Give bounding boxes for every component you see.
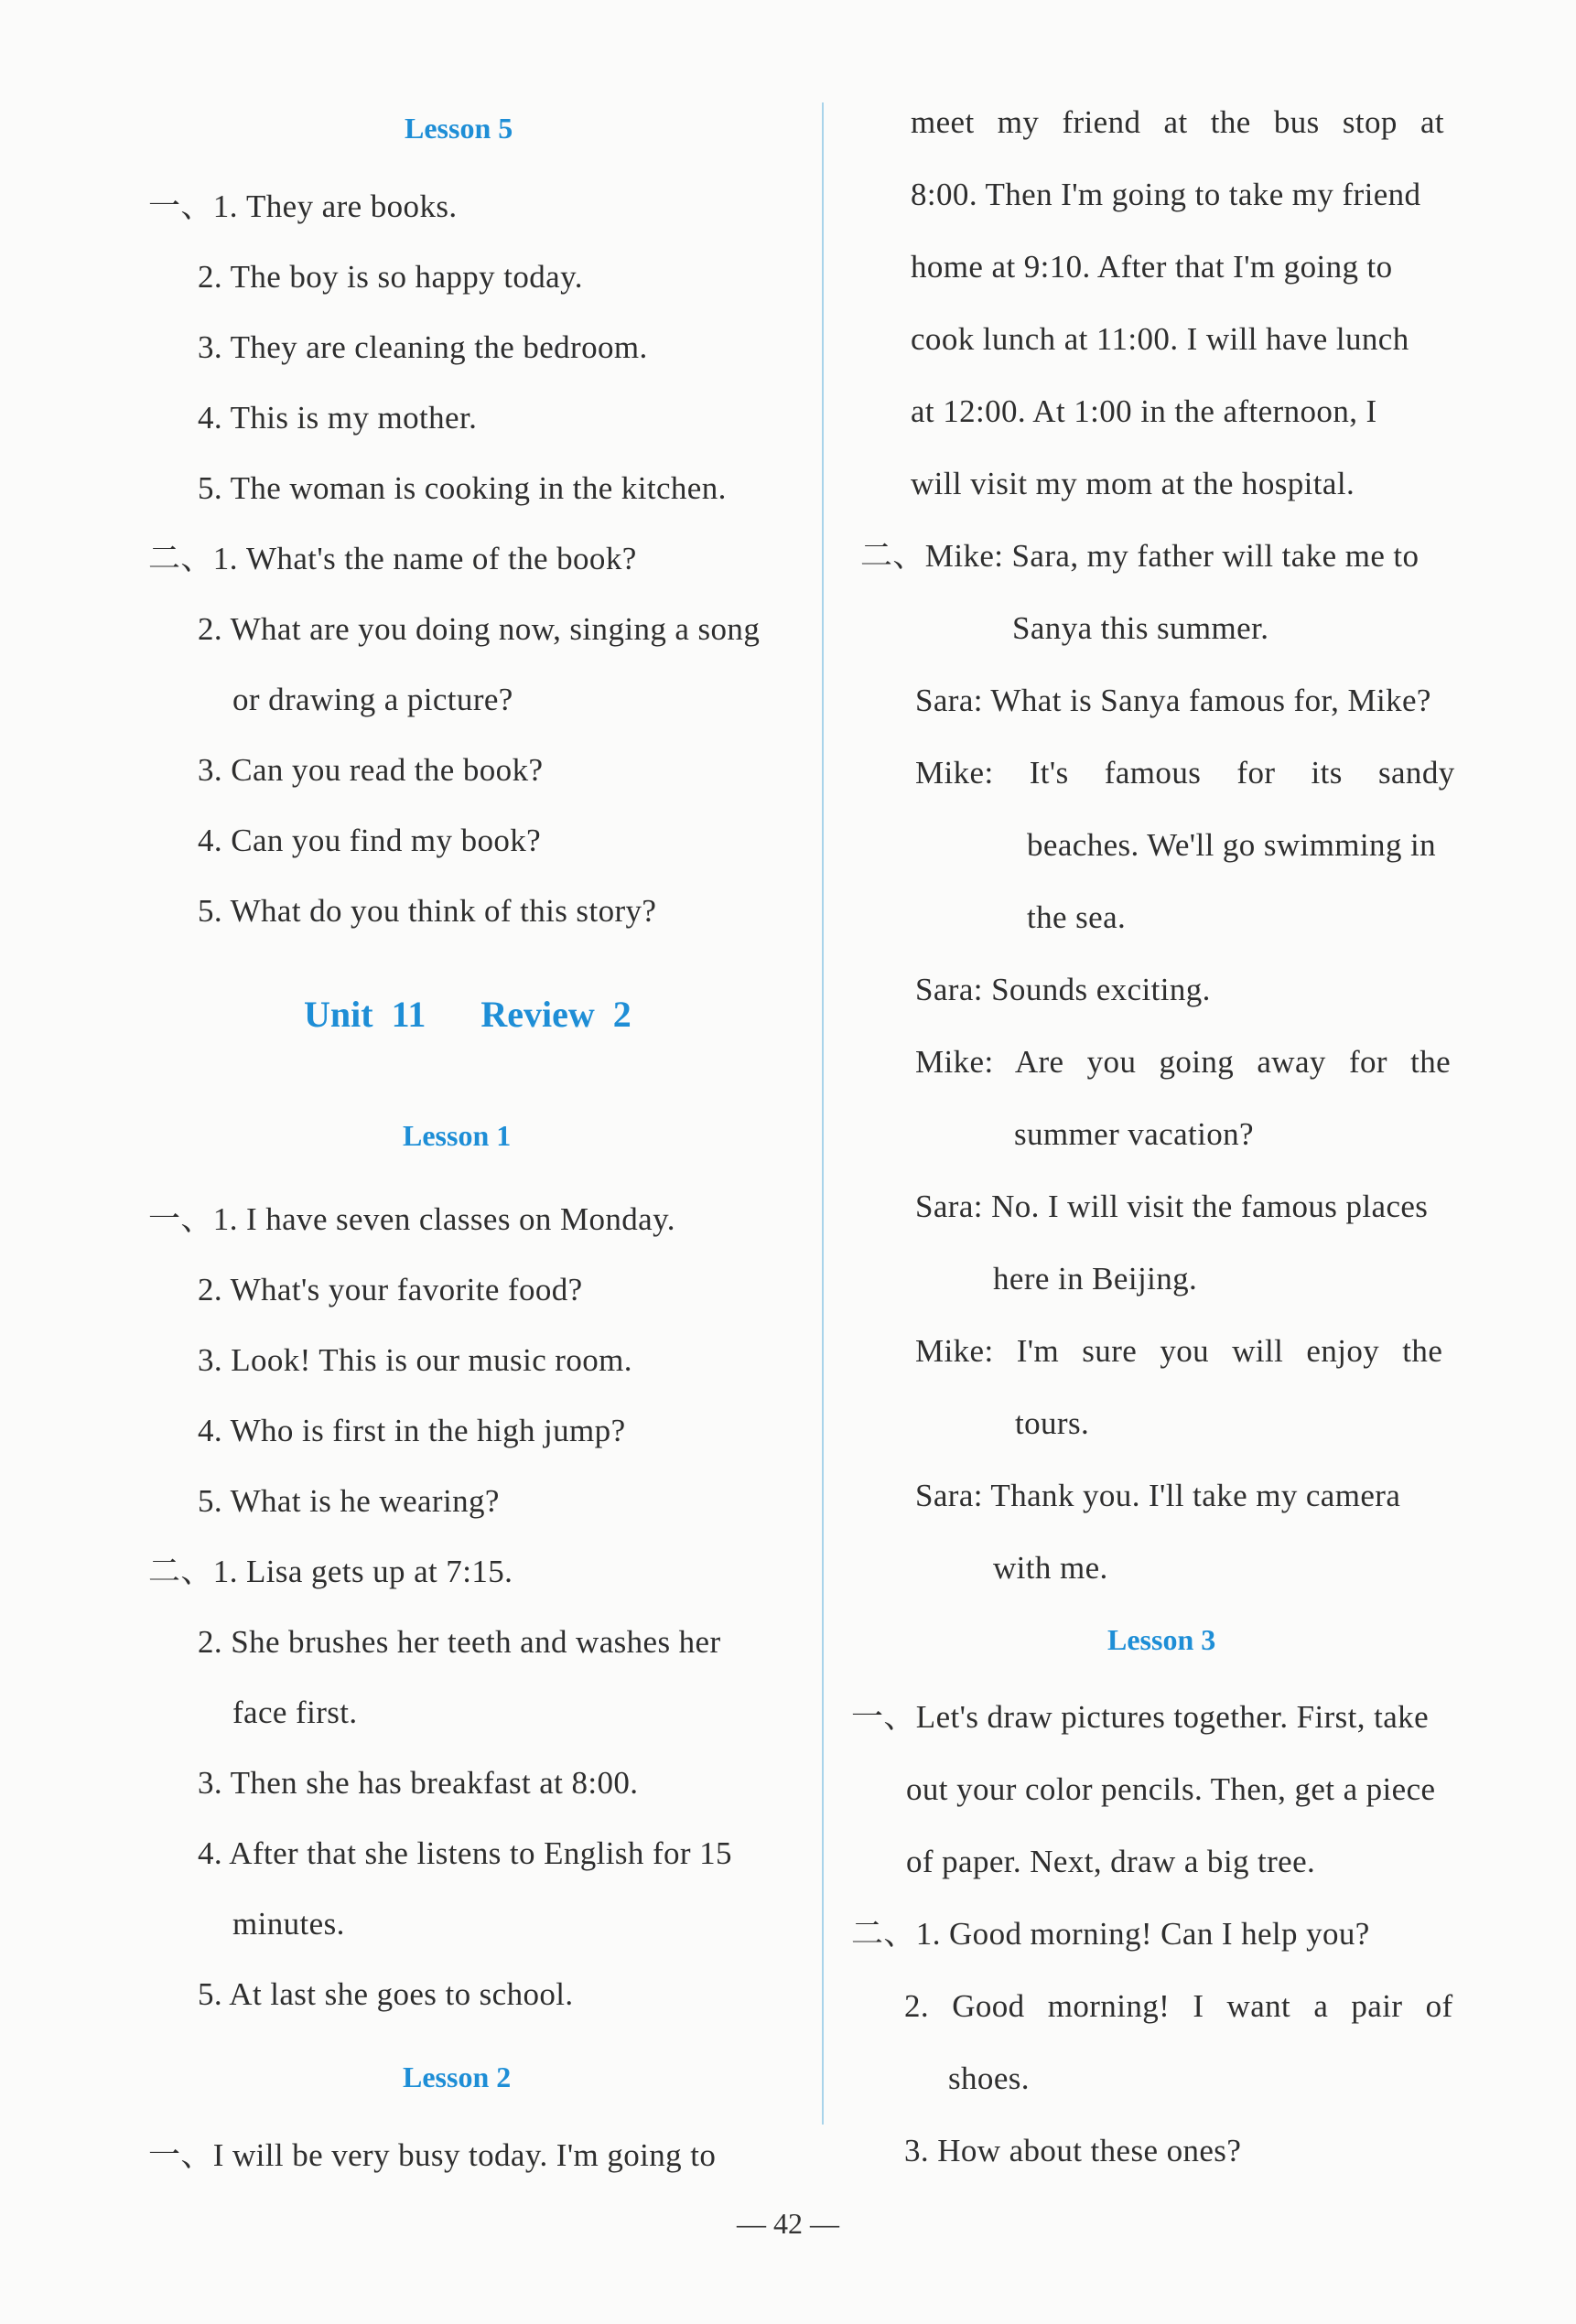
dialogue-line: Sara: What is Sanya famous for, Mike? [915, 683, 1431, 718]
answer-line: 2. Good morning! I want a pair of [904, 1988, 1453, 2024]
answer-line: face first. [232, 1695, 358, 1730]
answer-line: 3. Look! This is our music room. [198, 1342, 632, 1378]
answer-line: 4. Who is first in the high jump? [198, 1413, 626, 1448]
dialogue-line: tours. [1015, 1405, 1090, 1441]
answer-line: 5. The woman is cooking in the kitchen. [198, 470, 727, 506]
answer-line: out your color pencils. Then, get a piece [906, 1771, 1436, 1807]
answer-line: 2. The boy is so happy today. [198, 259, 583, 295]
answer-line: 二、1. Good morning! Can I help you? [851, 1916, 1370, 1952]
lesson-5-heading: Lesson 5 [405, 112, 513, 145]
dialogue-line: Sanya this summer. [1012, 610, 1269, 646]
answer-line: 5. At last she goes to school. [198, 1976, 574, 2012]
answer-line: 一、I will be very busy today. I'm going to [148, 2137, 717, 2173]
dialogue-line: here in Beijing. [993, 1261, 1198, 1296]
answer-line: 3. They are cleaning the bedroom. [198, 329, 648, 365]
dialogue-line: the sea. [1027, 899, 1127, 935]
page-number: — 42 — [737, 2207, 839, 2240]
answer-line: 一、1. I have seven classes on Monday. [148, 1201, 675, 1237]
answer-line: 5. What do you think of this story? [198, 893, 657, 929]
answer-line: 3. Then she has breakfast at 8:00. [198, 1765, 639, 1801]
answer-line: 4. After that she listens to English for 15 [198, 1835, 732, 1871]
answer-line: 3. Can you read the book? [198, 752, 544, 788]
answer-line: 二、1. Lisa gets up at 7:15. [148, 1554, 513, 1589]
answer-line: 2. She brushes her teeth and washes her [198, 1624, 721, 1660]
dialogue-line: Sara: Thank you. I'll take my camera [915, 1478, 1401, 1513]
dialogue-line: with me. [993, 1550, 1108, 1586]
answer-line: or drawing a picture? [232, 682, 513, 717]
lesson-3-heading: Lesson 3 [1107, 1623, 1216, 1656]
answer-line: home at 9:10. After that I'm going to [911, 249, 1393, 285]
answer-line: minutes. [232, 1906, 345, 1942]
answer-line: 一、Let's draw pictures together. First, take [851, 1699, 1429, 1735]
dialogue-line: Sara: No. I will visit the famous places [915, 1189, 1429, 1224]
answer-line: 2. What's your favorite food? [198, 1272, 583, 1307]
lesson-1-heading: Lesson 1 [403, 1119, 512, 1152]
dialogue-line: Sara: Sounds exciting. [915, 972, 1211, 1007]
answer-line: will visit my mom at the hospital. [911, 466, 1355, 501]
answer-line: 4. Can you find my book? [198, 823, 542, 858]
answer-line: 2. What are you doing now, singing a song [198, 611, 761, 647]
answer-line: at 12:00. At 1:00 in the afternoon, I [911, 393, 1377, 429]
unit-heading: Unit 11 Review 2 [304, 994, 631, 1035]
answer-line: 4. This is my mother. [198, 400, 478, 436]
answer-line: meet my friend at the bus stop at [911, 104, 1445, 140]
answer-line: shoes. [948, 2060, 1030, 2096]
answer-line: 一、1. They are books. [148, 188, 458, 224]
dialogue-line: summer vacation? [1014, 1116, 1254, 1152]
answer-line: cook lunch at 11:00. I will have lunch [911, 321, 1409, 357]
answer-line: 8:00. Then I'm going to take my friend [911, 177, 1421, 212]
lesson-2-heading: Lesson 2 [403, 2060, 512, 2093]
dialogue-line: Mike: Are you going away for the [915, 1044, 1452, 1080]
answer-line: of paper. Next, draw a big tree. [906, 1844, 1316, 1879]
answer-line: 二、1. What's the name of the book? [148, 541, 637, 576]
dialogue-line: Mike: It's famous for its sandy [915, 755, 1455, 791]
dialogue-line: 二、Mike: Sara, my father will take me to [860, 538, 1419, 574]
answer-line: 3. How about these ones? [904, 2133, 1242, 2168]
dialogue-line: Mike: I'm sure you will enjoy the [915, 1333, 1443, 1369]
column-divider [822, 102, 824, 2125]
dialogue-line: beaches. We'll go swimming in [1027, 827, 1437, 863]
answer-line: 5. What is he wearing? [198, 1483, 500, 1519]
